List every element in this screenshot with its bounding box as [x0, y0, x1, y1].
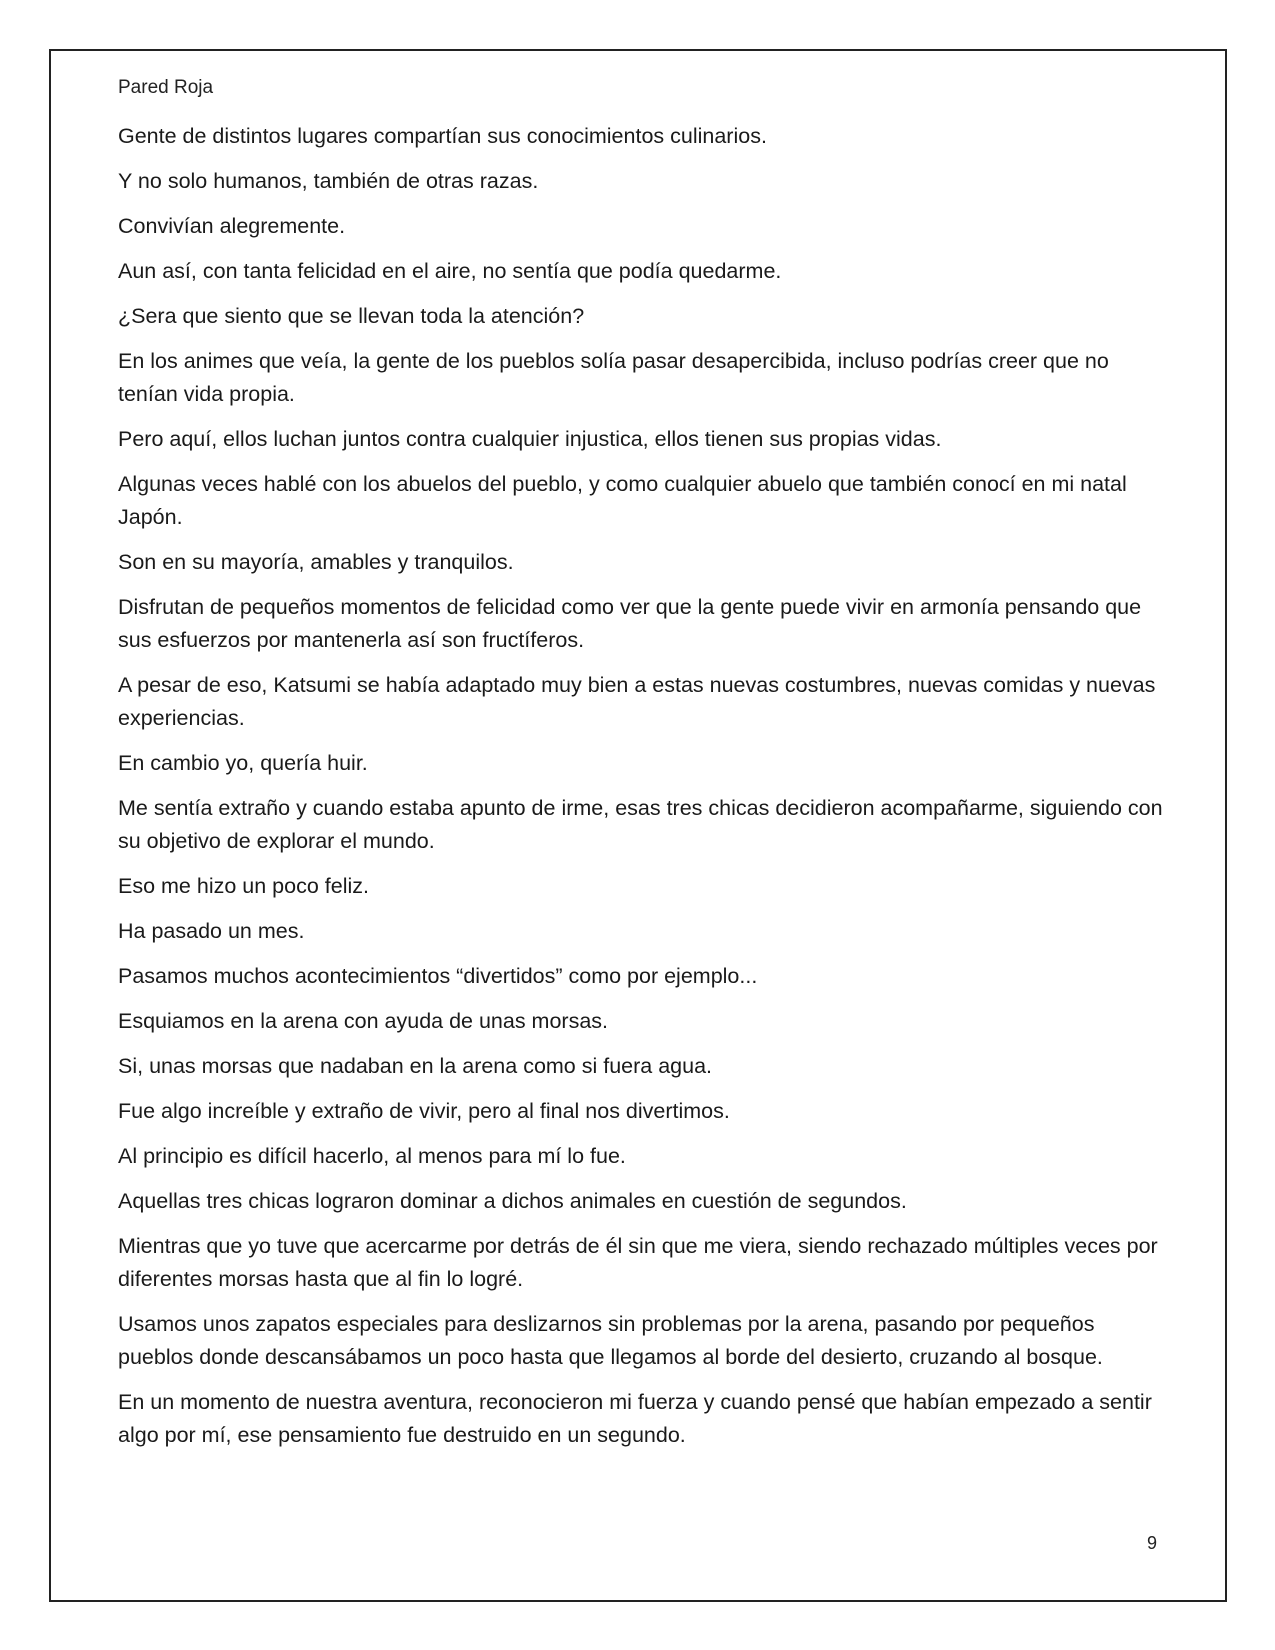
paragraph: Usamos unos zapatos especiales para deslizarnos sin problemas por la arena, pasando por pequeños pueblos donde descansábamos un poco hasta que llegamos al borde del desierto, cruzando al bosque. — [118, 1312, 1103, 1369]
paragraph: Son en su mayoría, amables y tranquilos. — [118, 550, 514, 574]
paragraph: A pesar de eso, Katsumi se había adaptado muy bien a estas nuevas costumbres, nuevas comidas y nuevas experiencias. — [118, 673, 1156, 730]
paragraph: Aun así, con tanta felicidad en el aire, no sentía que podía quedarme. — [118, 259, 782, 283]
paragraph: Y no solo humanos, también de otras razas. — [118, 169, 539, 193]
paragraph: En cambio yo, quería huir. — [118, 751, 368, 775]
paragraph: Esquiamos en la arena con ayuda de unas morsas. — [118, 1009, 609, 1033]
paragraph: Ha pasado un mes. — [118, 919, 305, 943]
page-number: 9 — [1146, 1533, 1157, 1553]
paragraph: Mientras que yo tuve que acercarme por detrás de él sin que me viera, siendo rechazado múltiples veces por diferentes morsas hasta que al fin lo logré. — [118, 1234, 1158, 1291]
paragraph: Pasamos muchos acontecimientos “divertidos” como por ejemplo... — [118, 964, 758, 988]
paragraph: Gente de distintos lugares compartían sus conocimientos culinarios. — [118, 124, 767, 148]
paragraph: Si, unas morsas que nadaban en la arena como si fuera agua. — [118, 1054, 713, 1078]
paragraph: En los animes que veía, la gente de los pueblos solía pasar desapercibida, incluso podrías creer que no tenían vida propia. — [118, 349, 1109, 406]
paragraph: Aquellas tres chicas lograron dominar a dichos animales en cuestión de segundos. — [118, 1189, 907, 1213]
running-header: Pared Roja — [118, 77, 214, 98]
paragraph: Eso me hizo un poco feliz. — [118, 874, 369, 898]
paragraph: En un momento de nuestra aventura, reconocieron mi fuerza y cuando pensé que habían empezado a sentir algo por mí, ese pensamiento fue destruido en un segundo. — [118, 1390, 1152, 1447]
paragraph: Pero aquí, ellos luchan juntos contra cualquier injustica, ellos tienen sus propias vidas. — [118, 427, 942, 451]
paragraph: Al principio es difícil hacerlo, al menos para mí lo fue. — [118, 1144, 626, 1168]
paragraph: Fue algo increíble y extraño de vivir, pero al final nos divertimos. — [118, 1099, 730, 1123]
paragraph: Disfrutan de pequeños momentos de felicidad como ver que la gente puede vivir en armonía pensando que sus esfuerzos por mantenerla así son fructíferos. — [118, 595, 1142, 652]
paragraph: Me sentía extraño y cuando estaba apunto de irme, esas tres chicas decidieron acompañarme, siguiendo con su objetivo de explorar el mundo. — [118, 796, 1163, 853]
paragraph: Algunas veces hablé con los abuelos del pueblo, y como cualquier abuelo que también conocí en mi natal Japón. — [118, 472, 1127, 529]
paragraph: ¿Sera que siento que se llevan toda la atención? — [118, 304, 585, 328]
paragraph: Convivían alegremente. — [118, 214, 346, 238]
page-body — [118, 120, 1168, 1464]
